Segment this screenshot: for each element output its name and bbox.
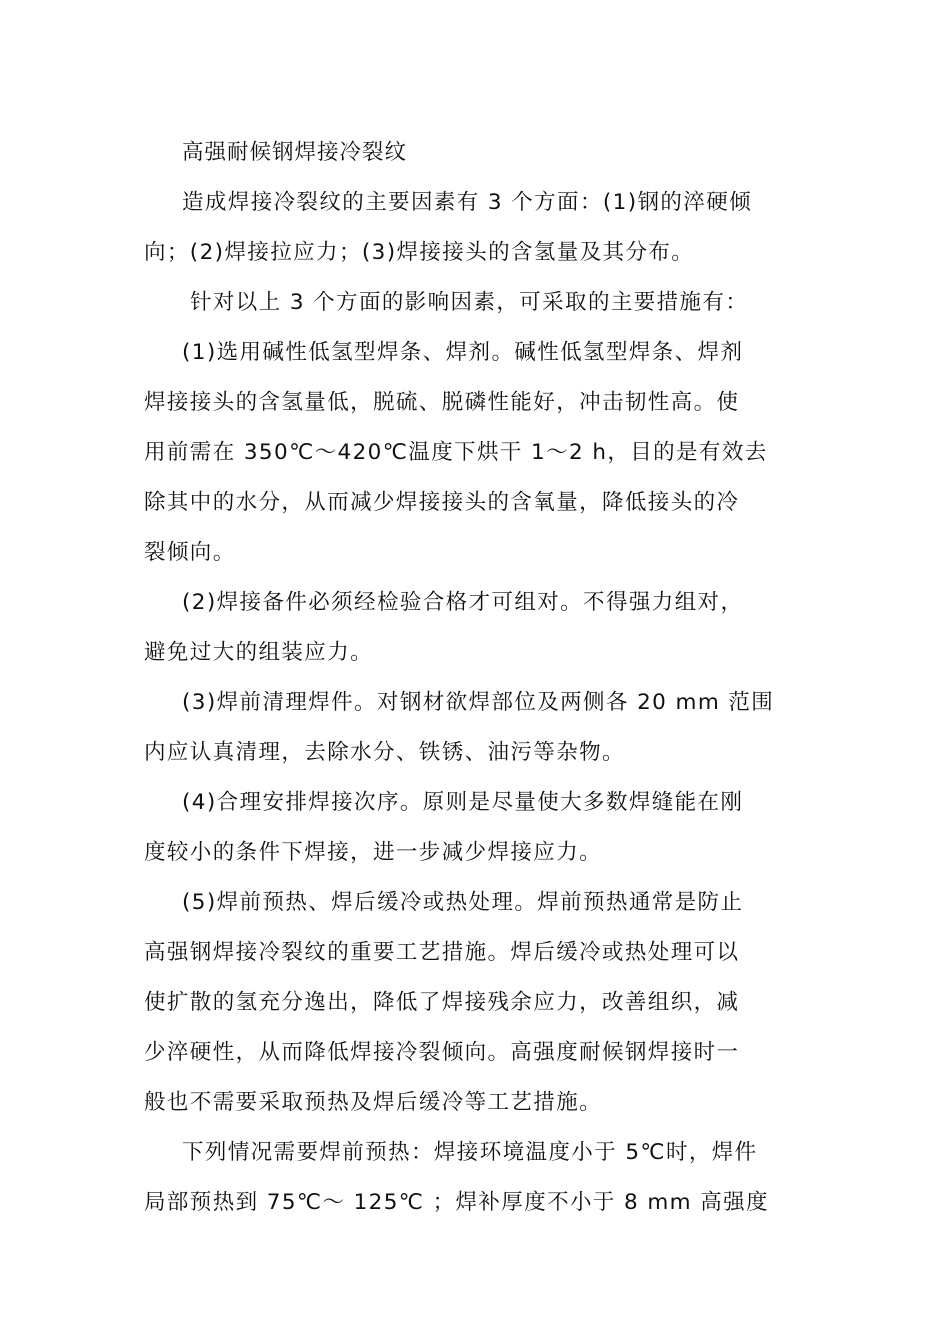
paragraph-line: 高强钢焊接冷裂纹的重要工艺措施。焊后缓冷或热处理可以 bbox=[144, 940, 740, 965]
paragraph-line: 向；(2)焊接拉应力；(3)焊接接头的含氢量及其分布。 bbox=[144, 240, 695, 265]
document-title: 高强耐候钢焊接冷裂纹 bbox=[182, 140, 408, 165]
paragraph-line: (3)焊前清理焊件。对钢材欲焊部位及两侧各 20 mm 范围 bbox=[182, 690, 775, 715]
paragraph-measure-4 bbox=[144, 778, 808, 878]
paragraph-line: 针对以上 3 个方面的影响因素，可采取的主要措施有： bbox=[190, 290, 749, 315]
paragraph-line: 避免过大的组装应力。 bbox=[144, 640, 374, 665]
paragraph-line: 焊接接头的含氢量低，脱硫、脱磷性能好，冲击韧性高。使 bbox=[144, 390, 740, 415]
paragraph-line: 用前需在 350℃～420℃温度下烘干 1～2 h，目的是有效去 bbox=[144, 440, 768, 465]
paragraph-line: 度较小的条件下焊接，进一步减少焊接应力。 bbox=[144, 840, 603, 865]
paragraph-line: (5)焊前预热、焊后缓冷或热处理。焊前预热通常是防止 bbox=[182, 890, 744, 915]
paragraph-line: 下列情况需要焊前预热：焊接环境温度小于 5℃时，焊件 bbox=[182, 1140, 758, 1165]
paragraph-line: (2)焊接备件必须经检验合格才可组对。不得强力组对， bbox=[182, 590, 744, 615]
paragraph-measures-intro bbox=[144, 278, 808, 328]
paragraph-line: 内应认真清理，去除水分、铁锈、油污等杂物。 bbox=[144, 740, 625, 765]
paragraph-line: 裂倾向。 bbox=[144, 540, 236, 565]
paragraph-line: 少淬硬性，从而降低焊接冷裂倾向。高强度耐候钢焊接时一 bbox=[144, 1040, 740, 1065]
paragraph-measure-1 bbox=[144, 328, 808, 578]
paragraph-line: 使扩散的氢充分逸出，降低了焊接残余应力，改善组织，减 bbox=[144, 990, 740, 1015]
paragraph-measure-2 bbox=[144, 578, 808, 678]
paragraph-line: (1)选用碱性低氢型焊条、焊剂。碱性低氢型焊条、焊剂 bbox=[182, 340, 744, 365]
paragraph-preheat-conditions bbox=[144, 1128, 808, 1228]
paragraph-line: 般也不需要采取预热及焊后缓冷等工艺措施。 bbox=[144, 1090, 603, 1115]
paragraph-line: 局部预热到 75℃～ 125℃ ；焊补厚度不小于 8 mm 高强度 bbox=[144, 1190, 769, 1215]
document-body bbox=[144, 128, 808, 1228]
paragraph-line: (4)合理安排焊接次序。原则是尽量使大多数焊缝能在刚 bbox=[182, 790, 744, 815]
paragraph-line: 除其中的水分，从而减少焊接接头的含氧量，降低接头的冷 bbox=[144, 490, 740, 515]
paragraph-line: 造成焊接冷裂纹的主要因素有 3 个方面：(1)钢的淬硬倾 bbox=[182, 190, 753, 215]
paragraph-measure-5 bbox=[144, 878, 808, 1128]
paragraph-measure-3 bbox=[144, 678, 808, 778]
paragraph-main-factors bbox=[144, 178, 808, 278]
